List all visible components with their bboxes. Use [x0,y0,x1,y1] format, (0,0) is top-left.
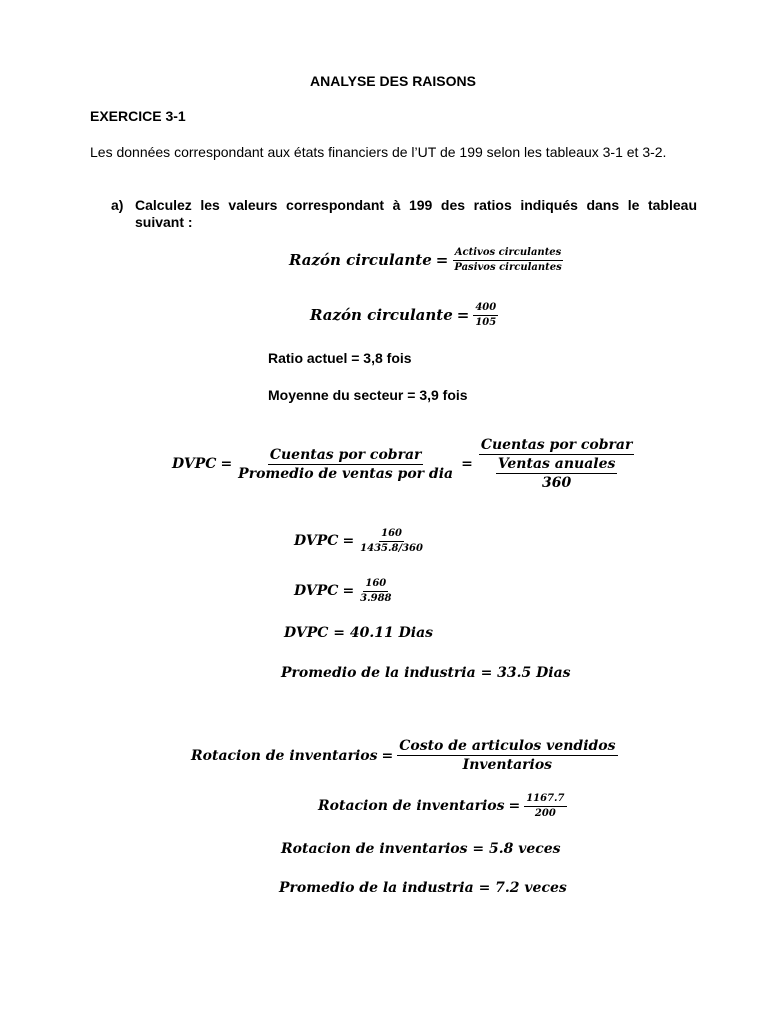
dvpc-calc-1 [294,528,425,554]
dvpc-fraction-1 [236,447,455,482]
dvpc-calc-1-fraction [358,528,425,554]
current-ratio-fraction [452,247,563,273]
fraction-numerator: Activos circulantes [453,247,564,261]
dvpc-calc-2-fraction [358,578,393,604]
dvpc-lhs: DVPC [172,456,217,473]
inventory-calc-fraction [524,793,566,819]
fraction-numerator: 1167.7 [524,793,566,807]
fraction-denominator: 3.988 [360,592,392,604]
equals-sign: = [508,798,521,814]
dvpc-formula [172,437,634,491]
fraction-numerator: 160 [379,528,404,542]
equals-sign: = [342,533,355,549]
nested-numerator: Ventas anuales [496,456,618,474]
dvpc-fraction-2 [479,437,635,491]
inventory-lhs: Rotacion de inventarios [318,798,505,814]
fraction-denominator: 105 [475,316,497,328]
current-ratio-calc [310,302,498,328]
exercise-heading: EXERCICE 3-1 [90,108,186,124]
equals-sign: = [461,456,473,473]
fraction-numerator: Cuentas por cobrar [479,437,635,455]
current-ratio-average: Moyenne du secteur = 3,9 fois [268,387,468,403]
inventory-result: Rotacion de inventarios = 5.8 veces [281,841,561,857]
fraction-denominator [494,455,620,491]
dvpc-lhs: DVPC [294,533,339,549]
current-ratio-formula [289,247,564,273]
fraction-numerator: Costo de articulos vendidos [397,738,617,756]
fraction-denominator: Inventarios [462,757,553,774]
equals-sign: = [456,306,470,324]
fraction-denominator: 1435.8/360 [360,542,423,554]
equals-sign: = [342,583,355,599]
page-title: ANALYSE DES RAISONS [310,73,476,89]
equals-sign: = [220,456,233,473]
fraction-numerator: 400 [473,302,498,316]
inventory-formula [191,738,618,773]
fraction-denominator: 200 [534,807,556,819]
equals-sign: = [435,251,449,269]
current-ratio-lhs: Razón circulante [310,306,453,324]
inventory-lhs: Rotacion de inventarios [191,747,378,764]
question-text: Calculez les valeurs correspondant à 199 des ratios indiqués dans le tableau suivant : [135,197,697,230]
nested-denominator: 360 [541,475,572,492]
fraction-numerator: 160 [363,578,388,592]
dvpc-lhs: DVPC [294,583,339,599]
fraction-numerator: Cuentas por cobrar [268,447,424,465]
fraction-denominator: Pasivos circulantes [454,261,562,273]
nested-fraction [496,456,618,491]
dvpc-result: DVPC = 40.11 Dias [284,625,434,641]
current-ratio-result: Ratio actuel = 3,8 fois [268,350,412,366]
question-marker: a) [111,197,124,213]
fraction-denominator: Promedio de ventas por dia [238,465,454,482]
dvpc-average: Promedio de la industria = 33.5 Dias [281,665,571,681]
current-ratio-calc-fraction [473,302,498,328]
inventory-fraction [397,738,617,773]
inventory-average: Promedio de la industria = 7.2 veces [279,880,567,896]
inventory-calc [318,793,567,819]
current-ratio-lhs: Razón circulante [289,251,432,269]
equals-sign: = [381,747,394,764]
intro-paragraph: Les données correspondant aux états financiers de l’UT de 199 selon les tableaux 3-1 et 3-2. [90,144,667,160]
dvpc-calc-2 [294,578,394,604]
